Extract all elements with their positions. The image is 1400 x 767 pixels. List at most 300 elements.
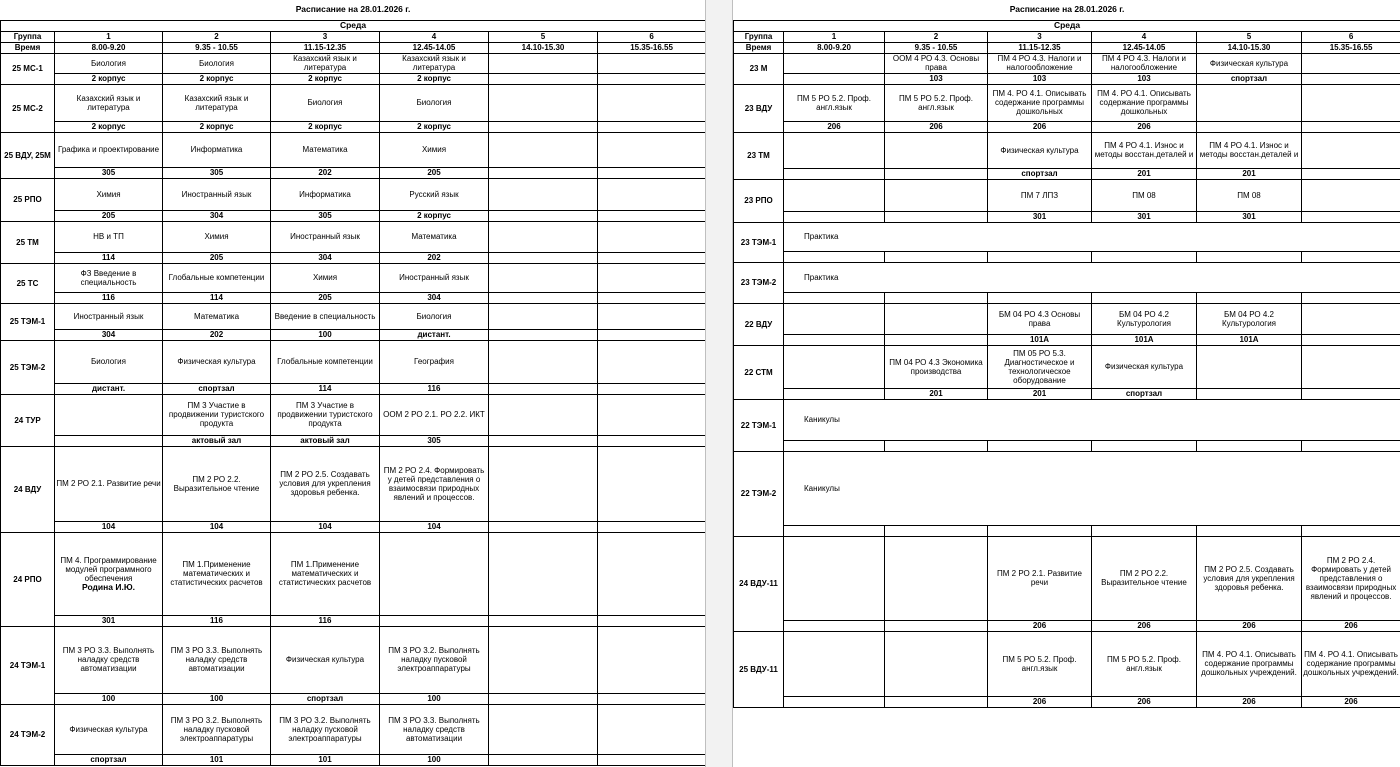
room-cell: 301	[988, 211, 1092, 222]
subject-text: ПМ 08	[1132, 190, 1156, 200]
room-cell	[55, 435, 163, 446]
room-cell: 201	[885, 388, 988, 399]
subject-text: ПМ 5 РО 5.2. Проф. англ.язык	[1107, 654, 1181, 673]
group-room-row	[1, 615, 706, 626]
group-name: 22 ВДУ	[734, 303, 784, 345]
subject-cell	[1092, 179, 1197, 211]
room-cell: 2 корпус	[55, 73, 163, 84]
subject-text: ПМ 4. РО 4.1. Описывать содержание программы дошкольных	[992, 89, 1087, 116]
room-cell: 305	[55, 167, 163, 178]
subject-cell	[271, 263, 380, 292]
room-cell	[1197, 121, 1302, 132]
subject-cell	[489, 84, 598, 121]
room-cell	[598, 121, 706, 132]
room-cell	[1302, 292, 1400, 303]
period-time: 9.35 - 10.55	[885, 42, 988, 53]
room-cell	[489, 210, 598, 221]
subject-cell	[489, 221, 598, 252]
subject-cell	[271, 446, 380, 521]
subject-text: Казахский язык и литература	[402, 54, 466, 72]
room-cell	[489, 167, 598, 178]
group-subject-row	[734, 399, 1400, 440]
room-cell: 301	[55, 615, 163, 626]
pane-divider	[705, 0, 733, 767]
subject-text: Химия	[96, 189, 121, 199]
subject-cell	[271, 84, 380, 121]
subject-cell	[271, 532, 380, 615]
subject-cell	[1302, 303, 1400, 334]
room-cell: 100	[271, 329, 380, 340]
subject-cell	[163, 532, 271, 615]
group-room-row	[734, 251, 1400, 262]
room-cell	[1197, 251, 1302, 262]
room-cell: 206	[1092, 696, 1197, 707]
room-cell	[784, 620, 885, 631]
subject-text: ПМ 05 РО 5.3. Диагностическое и технологическое оборудование	[1004, 348, 1075, 385]
room-cell: 206	[784, 121, 885, 132]
group-header: Группа	[734, 31, 784, 42]
group-name: 23 ТЭМ-1	[734, 222, 784, 262]
room-cell: 304	[163, 210, 271, 221]
period-number: 2	[163, 31, 271, 42]
room-cell	[885, 211, 988, 222]
room-cell: 100	[163, 693, 271, 704]
subject-cell	[885, 631, 988, 696]
subject-cell	[271, 221, 380, 252]
room-cell: 104	[55, 521, 163, 532]
subject-cell	[163, 84, 271, 121]
room-cell: 206	[1092, 620, 1197, 631]
group-subject-row	[734, 179, 1400, 211]
group-room-row	[734, 525, 1400, 536]
subject-cell	[988, 84, 1092, 121]
subject-text: ПМ 7 ЛПЗ	[1020, 190, 1059, 200]
group-name: 22 ТЭМ-2	[734, 451, 784, 536]
subject-cell	[163, 704, 271, 754]
subject-text: ПМ 2 РО 2.5. Создавать условия для укрепления здоровья ребенка.	[279, 470, 371, 497]
room-cell: 206	[1092, 121, 1197, 132]
subject-text: ПМ 2 РО 2.2. Выразительное чтение	[173, 474, 260, 493]
period-time: 14.10-15.30	[489, 42, 598, 53]
subject-cell	[380, 446, 489, 521]
room-cell	[1302, 168, 1400, 179]
subject-cell	[784, 179, 885, 211]
room-cell: 100	[380, 754, 489, 765]
room-cell: 2 корпус	[55, 121, 163, 132]
subject-text: Русский язык	[409, 189, 459, 199]
room-cell: 104	[163, 521, 271, 532]
room-cell: 202	[271, 167, 380, 178]
group-room-row	[734, 440, 1400, 451]
room-cell: спортзал	[55, 754, 163, 765]
room-cell	[1302, 525, 1400, 536]
room-cell: 103	[1092, 73, 1197, 84]
subject-cell	[271, 626, 380, 693]
period-number: 2	[885, 31, 988, 42]
subject-cell	[55, 132, 163, 167]
day-label: Среда	[1, 20, 706, 31]
room-cell: 114	[55, 252, 163, 263]
subject-text: ПМ 2 РО 2.1. Развитие речи	[56, 479, 161, 488]
room-cell	[1197, 292, 1302, 303]
group-name: 23 ВДУ	[734, 84, 784, 132]
room-cell: дистант.	[380, 329, 489, 340]
subject-text: ПМ 1.Применение математических и статистических расчетов	[278, 560, 372, 587]
room-cell: 201	[988, 388, 1092, 399]
room-cell: 100	[380, 693, 489, 704]
teacher-name: Родина И.Ю.	[82, 581, 135, 592]
subject-cell	[271, 303, 380, 329]
subject-text: Глобальные компетенции	[168, 273, 265, 282]
subject-cell	[55, 340, 163, 383]
subject-cell	[1197, 345, 1302, 388]
title-row	[1, 0, 706, 20]
room-cell	[489, 383, 598, 394]
period-number: 6	[1302, 31, 1400, 42]
room-cell	[1092, 440, 1197, 451]
room-cell	[1302, 334, 1400, 345]
subject-text: ПМ 2 РО 2.2. Выразительное чтение	[1101, 569, 1187, 587]
subject-text: Введение в специальность	[274, 311, 376, 321]
room-cell: актовый зал	[271, 435, 380, 446]
room-cell	[598, 292, 706, 303]
subject-cell	[163, 626, 271, 693]
group-name: 25 ТЭМ-2	[1, 340, 55, 394]
group-room-row	[734, 388, 1400, 399]
day-row	[734, 20, 1400, 31]
subject-cell	[380, 704, 489, 754]
subject-cell	[598, 84, 706, 121]
subject-cell	[885, 53, 988, 73]
room-cell	[380, 615, 489, 626]
subject-cell	[271, 132, 380, 167]
room-cell	[885, 440, 988, 451]
room-cell: 116	[380, 383, 489, 394]
group-name: 25 МС-2	[1, 84, 55, 132]
room-cell: 206	[988, 121, 1092, 132]
period-time: 15.35-16.55	[598, 42, 706, 53]
room-cell: спортзал	[163, 383, 271, 394]
room-cell	[784, 525, 885, 536]
subject-text: Иностранный язык	[399, 273, 469, 282]
group-room-row	[1, 435, 706, 446]
group-subject-row	[734, 132, 1400, 168]
room-cell	[988, 525, 1092, 536]
group-name: 25 РПО	[1, 178, 55, 221]
subject-cell	[489, 446, 598, 521]
subject-text: ПМ 1.Применение математических и статистических расчетов	[170, 560, 263, 587]
room-cell: актовый зал	[163, 435, 271, 446]
room-cell: 2 корпус	[380, 121, 489, 132]
group-subject-row	[1, 626, 706, 693]
room-cell	[598, 615, 706, 626]
room-cell	[885, 251, 988, 262]
subject-cell	[1092, 84, 1197, 121]
group-room-row	[734, 73, 1400, 84]
room-cell	[489, 435, 598, 446]
subject-cell	[885, 345, 988, 388]
subject-cell	[598, 221, 706, 252]
status-span: Практика	[784, 222, 1400, 251]
group-subject-row	[734, 84, 1400, 121]
group-room-row	[1, 754, 706, 765]
room-cell: 101	[163, 754, 271, 765]
group-room-row	[1, 73, 706, 84]
group-subject-row	[734, 262, 1400, 292]
subject-text: ПМ 3 РО 3.3. Выполнять наладку средств автоматизации	[62, 646, 155, 673]
group-room-row	[1, 167, 706, 178]
subject-text: Биология	[307, 98, 343, 107]
room-cell	[598, 383, 706, 394]
room-cell: 116	[55, 292, 163, 303]
subject-cell	[988, 179, 1092, 211]
room-cell	[784, 440, 885, 451]
group-name: 24 ТУР	[1, 394, 55, 446]
room-cell: 205	[380, 167, 489, 178]
room-cell	[885, 334, 988, 345]
period-time: 8.00-9.20	[55, 42, 163, 53]
period-time: 14.10-15.30	[1197, 42, 1302, 53]
subject-cell	[380, 132, 489, 167]
room-cell: 206	[1302, 696, 1400, 707]
group-subject-row	[1, 704, 706, 754]
subject-text: ПМ 4 РО 4.3. Налоги и налогообложение	[1102, 54, 1186, 72]
room-cell: 205	[55, 210, 163, 221]
subject-cell	[163, 221, 271, 252]
group-name: 24 РПО	[1, 532, 55, 626]
subject-cell	[489, 53, 598, 73]
room-cell: 114	[271, 383, 380, 394]
period-number: 5	[1197, 31, 1302, 42]
subject-text: НВ и ТП	[93, 232, 124, 241]
subject-text: Иностранный язык	[73, 311, 144, 321]
subject-cell	[598, 394, 706, 435]
subject-text: Физическая культура	[1104, 362, 1184, 371]
room-cell: дистант.	[55, 383, 163, 394]
subject-cell	[55, 532, 163, 615]
subject-cell	[1302, 53, 1400, 73]
schedule-title: Расписание на 28.01.2026 г.	[295, 4, 411, 15]
room-cell	[1302, 211, 1400, 222]
room-cell	[784, 292, 885, 303]
subject-cell	[1092, 631, 1197, 696]
room-cell	[988, 292, 1092, 303]
room-cell	[885, 525, 988, 536]
subject-cell	[784, 345, 885, 388]
subject-cell	[988, 303, 1092, 334]
group-subject-row	[1, 532, 706, 615]
room-cell	[1197, 525, 1302, 536]
subject-cell	[598, 532, 706, 615]
subject-text: ПМ 3 РО 3.2. Выполнять наладку пусковой электроаппаратуры	[170, 715, 263, 743]
subject-cell	[271, 178, 380, 210]
period-time: 8.00-9.20	[784, 42, 885, 53]
subject-cell	[489, 263, 598, 292]
group-name: 23 ТМ	[734, 132, 784, 179]
subject-cell	[271, 53, 380, 73]
subject-text: Информатика	[299, 189, 351, 199]
room-cell: 114	[163, 292, 271, 303]
subject-text: Математика	[411, 232, 457, 241]
subject-text: Казахский язык и литература	[293, 54, 357, 72]
subject-text: ООМ 2 РО 2.1. РО 2.2. ИКТ	[383, 410, 485, 419]
group-subject-row	[734, 345, 1400, 388]
subject-cell	[55, 303, 163, 329]
room-cell	[784, 73, 885, 84]
subject-cell	[1302, 84, 1400, 121]
subject-cell	[885, 179, 988, 211]
subject-cell	[489, 394, 598, 435]
room-cell: 305	[380, 435, 489, 446]
group-name: 25 МС-1	[1, 53, 55, 84]
subject-cell	[1197, 179, 1302, 211]
period-time: 12.45-14.05	[1092, 42, 1197, 53]
day-row	[1, 20, 706, 31]
subject-text: ПМ 5 РО 5.2. Проф. англ.язык	[797, 93, 871, 112]
subject-cell	[271, 340, 380, 383]
room-cell: 100	[55, 693, 163, 704]
subject-cell	[380, 626, 489, 693]
subject-text: Казахский язык и литература	[76, 93, 141, 112]
room-cell: 104	[271, 521, 380, 532]
room-cell	[598, 754, 706, 765]
group-room-row	[1, 329, 706, 340]
subject-cell	[885, 132, 988, 168]
group-name: 22 СТМ	[734, 345, 784, 399]
group-name: 25 ТМ	[1, 221, 55, 263]
subject-cell	[598, 53, 706, 73]
subject-text: ПМ 3 Участие в продвижении туристского продукта	[277, 401, 373, 428]
subject-cell	[55, 53, 163, 73]
subject-cell	[988, 132, 1092, 168]
subject-text: ПМ 3 РО 3.2. Выполнять наладку пусковой электроаппаратуры	[388, 646, 480, 673]
room-cell: 202	[163, 329, 271, 340]
subject-cell	[380, 303, 489, 329]
room-cell: 205	[271, 292, 380, 303]
group-room-row	[1, 252, 706, 263]
room-cell: 103	[988, 73, 1092, 84]
subject-cell	[1197, 631, 1302, 696]
room-cell	[598, 693, 706, 704]
room-cell	[598, 435, 706, 446]
subject-cell	[988, 631, 1092, 696]
room-cell	[598, 521, 706, 532]
period-number: 1	[55, 31, 163, 42]
group-name: 24 ТЭМ-2	[1, 704, 55, 765]
subject-cell	[163, 303, 271, 329]
group-name: 24 ТЭМ-1	[1, 626, 55, 704]
subject-cell	[489, 704, 598, 754]
group-room-row	[734, 292, 1400, 303]
room-cell: 101	[271, 754, 380, 765]
subject-cell	[598, 178, 706, 210]
subject-cell	[598, 132, 706, 167]
room-cell: 104	[380, 521, 489, 532]
room-cell: 201	[1197, 168, 1302, 179]
room-cell	[598, 329, 706, 340]
group-room-row	[734, 168, 1400, 179]
subject-text: Химия	[204, 232, 229, 241]
subject-cell	[784, 536, 885, 620]
room-cell: 206	[1302, 620, 1400, 631]
subject-text: Физическая культура	[69, 724, 148, 734]
subject-cell	[55, 446, 163, 521]
room-cell: 304	[380, 292, 489, 303]
subject-text: ПМ 4. Программирование модулей программного обеспечения	[60, 555, 157, 583]
room-cell	[1092, 525, 1197, 536]
subject-cell	[1197, 84, 1302, 121]
subject-text: География	[414, 357, 454, 366]
subject-text: ПМ 4. РО 4.1. Описывать содержание программы дошкольных учреждений.	[1303, 650, 1399, 677]
group-room-row	[1, 521, 706, 532]
group-subject-row	[1, 446, 706, 521]
group-room-row	[1, 210, 706, 221]
subject-cell	[1197, 303, 1302, 334]
room-cell: спортзал	[988, 168, 1092, 179]
time-header-row	[734, 42, 1400, 53]
room-cell: 304	[271, 252, 380, 263]
period-number: 3	[988, 31, 1092, 42]
subject-cell	[885, 303, 988, 334]
room-cell: 205	[163, 252, 271, 263]
group-subject-row	[1, 394, 706, 435]
subject-cell	[271, 704, 380, 754]
subject-text: Химия	[312, 273, 338, 282]
subject-cell	[784, 631, 885, 696]
group-subject-row	[1, 303, 706, 329]
room-cell	[885, 168, 988, 179]
subject-cell	[988, 536, 1092, 620]
schedule-title: Расписание на 28.01.2026 г.	[1009, 4, 1125, 15]
subject-cell	[885, 84, 988, 121]
subject-cell	[163, 53, 271, 73]
subject-cell	[380, 178, 489, 210]
room-cell: 2 корпус	[271, 121, 380, 132]
subject-text: ФЗ Введение в специальность	[80, 268, 137, 287]
room-cell: 2 корпус	[271, 73, 380, 84]
period-number: 6	[598, 31, 706, 42]
subject-cell	[784, 84, 885, 121]
subject-text: ПМ 08	[1237, 190, 1261, 200]
room-cell: 116	[163, 615, 271, 626]
subject-cell	[55, 704, 163, 754]
subject-text: Биология	[416, 98, 452, 107]
room-cell	[489, 121, 598, 132]
subject-cell	[988, 345, 1092, 388]
subject-cell	[1092, 53, 1197, 73]
subject-text: Химия	[421, 145, 447, 154]
right-schedule-table	[733, 0, 1400, 708]
room-cell	[784, 334, 885, 345]
subject-text: ПМ 3 РО 3.3. Выполнять наладку средств автоматизации	[170, 646, 263, 673]
period-header-row	[1, 31, 706, 42]
subject-cell	[55, 84, 163, 121]
subject-cell	[885, 536, 988, 620]
group-name: 25 ТС	[1, 263, 55, 303]
subject-cell	[1302, 631, 1400, 696]
subject-text: Математика	[193, 311, 240, 321]
room-cell: 301	[1197, 211, 1302, 222]
room-cell: 206	[988, 696, 1092, 707]
right-schedule-panel	[733, 0, 1400, 767]
subject-text: Иностранный язык	[181, 189, 252, 199]
room-cell	[988, 440, 1092, 451]
group-subject-row	[1, 221, 706, 252]
status-span: Каникулы	[784, 451, 1400, 525]
period-number: 5	[489, 31, 598, 42]
status-span: Практика	[784, 262, 1400, 292]
room-cell: 304	[55, 329, 163, 340]
